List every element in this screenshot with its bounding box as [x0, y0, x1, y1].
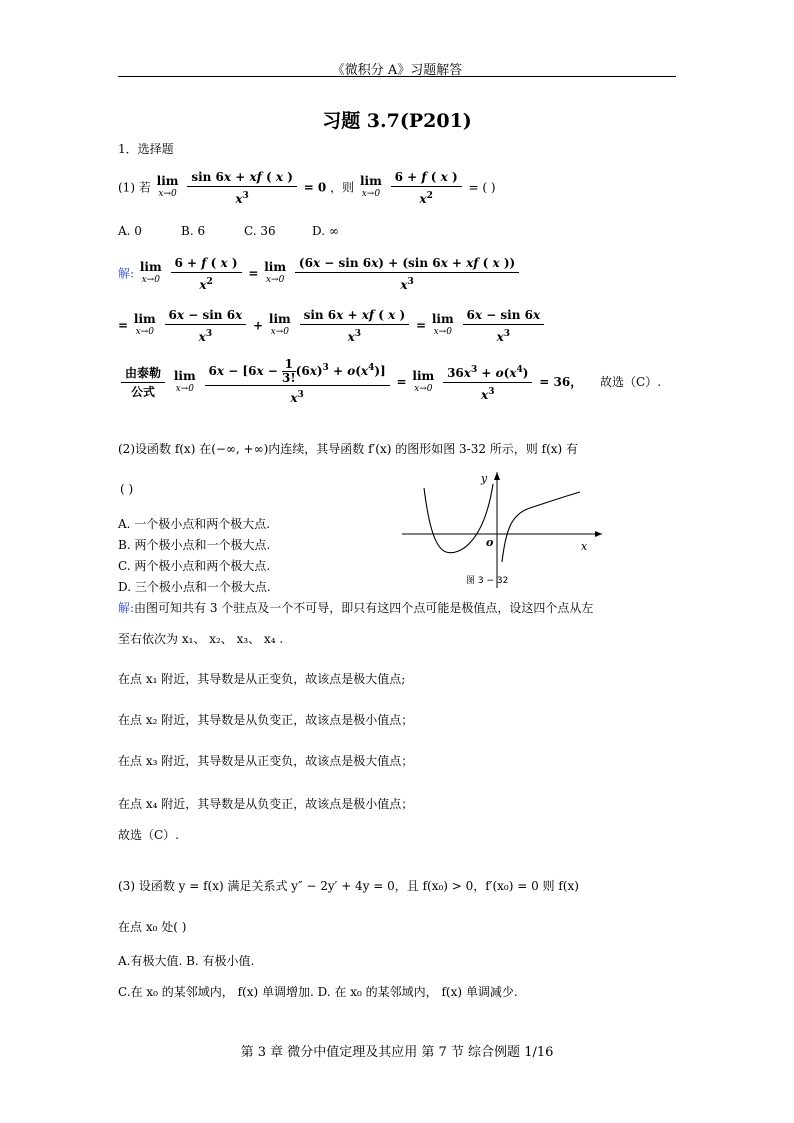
fraction: $\frac{6x - \sin 6x}{x^3}$	[463, 306, 545, 346]
question-2-stem: (2)设函数 f(x) 在(−∞, +∞)内连续，其导函数 f′(x) 的图形如图 3-32 所示，则 f(x) 有	[118, 442, 579, 456]
derivative-graph	[398, 470, 608, 592]
q1-prefix: 若	[138, 180, 151, 195]
q1-mid: ，则	[330, 180, 355, 195]
taylor-note: $\frac{\text{由泰勒}}{\text{公式}}$	[121, 364, 165, 401]
page-title: 习题 3.7(P201)	[322, 110, 472, 132]
fraction: $\frac{(6x - \sin 6x) + (\sin 6x + xf ( x ))}{x^3}$	[295, 254, 519, 294]
question-3-line-2: 在点 x₀ 处( )	[118, 920, 187, 934]
y-label: y	[481, 472, 488, 485]
figure-caption: 图 3 − 32	[466, 576, 509, 586]
q1-end: = ( )	[468, 180, 496, 195]
fraction: 6x − [6x − $\frac{1}{3!}$ $(6x)^3 + o(x^4)$] $x^3$	[205, 358, 390, 407]
q2-option-d: D. 三个极小点和一个极大点.	[118, 580, 271, 594]
q3-options-ab: A.有极大值. B. 有极小值.	[118, 954, 255, 968]
lim-symbol: lim x→0	[139, 260, 162, 285]
q2-point-2: 在点 x₂ 附近，其导数是从负变正，故该点是极小值点；	[118, 713, 414, 727]
lim-symbol: lim x→0	[412, 368, 435, 394]
q1-option-b: B. 6	[181, 224, 206, 238]
question-3-line-1: (3) 设函数 y = f(x) 满足关系式 y″ − 2y′ + 4y = 0，且 f(x₀) > 0，f′(x₀) = 0 则 f(x)	[118, 879, 579, 893]
q1-option-a: A. 0	[118, 224, 142, 238]
q2-option-c: C. 两个极小点和两个极大点.	[118, 559, 271, 573]
result: = 36，	[539, 375, 583, 389]
y-axis-arrow	[494, 472, 500, 480]
q2-solution-line-1: 解:由图可知共有 3 个驻点及一个不可导，即只有这四个点可能是极值点，设这四个点从左	[118, 601, 594, 615]
solution-1-line-3: $\frac{\text{由泰勒}}{\text{公式}}$ lim x→0 6x − [6x − $\frac{1}{3!}$ $(6x)^3 + o(x^4)$] $x^3$ = lim x→0 $\frac{36x^3 + o(x^4)}{x^3}$ = 36， 故选（C）.	[118, 358, 661, 407]
curve-left	[424, 484, 493, 553]
lim-symbol: lim x→0	[264, 260, 287, 285]
lim-symbol: lim x→0	[359, 174, 382, 199]
origin-label: o	[486, 536, 494, 549]
curve-right	[502, 492, 580, 562]
x-axis-arrow	[595, 531, 602, 537]
q2-point-1: 在点 x₁ 附近，其导数是从正变负，故该点是极大值点;	[118, 672, 406, 686]
q2-solution-line-2: 至右依次为 x₁、 x₂、 x₃、 x₄ .	[118, 632, 284, 646]
fraction: $\frac{6x - \sin 6x}{x^3}$	[165, 306, 247, 346]
page-footer: 第 3 章 微分中值定理及其应用 第 7 节 综合例题 1/16	[240, 1045, 554, 1060]
fraction: $\frac{\sin 6x + xf ( x )}{x^3}$	[300, 306, 410, 346]
q2-point-3: 在点 x₃ 附近，其导数是从正变负，故该点是极大值点；	[118, 754, 414, 768]
lim-symbol: lim x→0	[268, 312, 291, 337]
lim-symbol: lim x→0	[173, 368, 196, 394]
lim-symbol: lim x→0	[156, 174, 179, 199]
q2-point-4: 在点 x₄ 附近，其导数是从负变正，故该点是极小值点；	[118, 797, 414, 811]
solution-1-line-1: 解: lim x→0 $\frac{6 + f ( x )}{x^2}$ = lim x→0 $\frac{(6x - \sin 6x) + (\sin 6x + xf ( x ))}{x^3}$	[118, 254, 522, 294]
x-label: x	[581, 540, 588, 553]
fraction: $\frac{36x^3 + o(x^4)}{x^3}$	[443, 361, 532, 404]
question-1: (1) 若 lim x→0 $\frac{\sin 6x + xf ( x )}{x^3}$ = 0 ，则 lim x→0 $\frac{6 + f ( x )}{x^2}$ = ( )	[118, 170, 496, 206]
lim-symbol: lim x→0	[133, 312, 156, 337]
solution-label: 解:	[118, 266, 135, 281]
header-rule	[118, 76, 676, 77]
fraction: $\frac{\sin 6x + xf ( x )}{x^3}$	[187, 168, 297, 208]
q2-option-a: A. 一个极小点和两个极大点.	[118, 517, 271, 531]
q1-label: (1)	[118, 180, 135, 195]
fraction: $\frac{6 + f ( x )}{x^2}$	[171, 254, 242, 294]
solution-label: 解:	[118, 601, 135, 615]
section-heading: 1．选择题	[118, 142, 174, 156]
answer-choice: 故选（C）.	[600, 375, 662, 389]
q2-blank: ( )	[120, 482, 134, 496]
q1-option-d: D. ∞	[312, 224, 339, 238]
fraction: $\frac{6 + f ( x )}{x^2}$	[391, 168, 462, 208]
q3-options-cd: C.在 x₀ 的某邻域内， f(x) 单调增加. D. 在 x₀ 的某邻域内， f(x) 单调减少.	[118, 985, 518, 999]
solution-1-line-2: = lim x→0 $\frac{6x - \sin 6x}{x^3}$ + lim x→0 $\frac{\sin 6x + xf ( x )}{x^3}$ = lim x→0 $\frac{6x - \sin 6x}{x^3}$	[118, 306, 547, 346]
lim-symbol: lim x→0	[431, 312, 454, 337]
q2-option-b: B. 两个极小点和一个极大点.	[118, 538, 271, 552]
q2-answer-choice: 故选（C）.	[118, 828, 179, 842]
q1-option-c: C. 36	[244, 224, 276, 238]
page-header: 《微积分 A》习题解答	[331, 63, 463, 78]
